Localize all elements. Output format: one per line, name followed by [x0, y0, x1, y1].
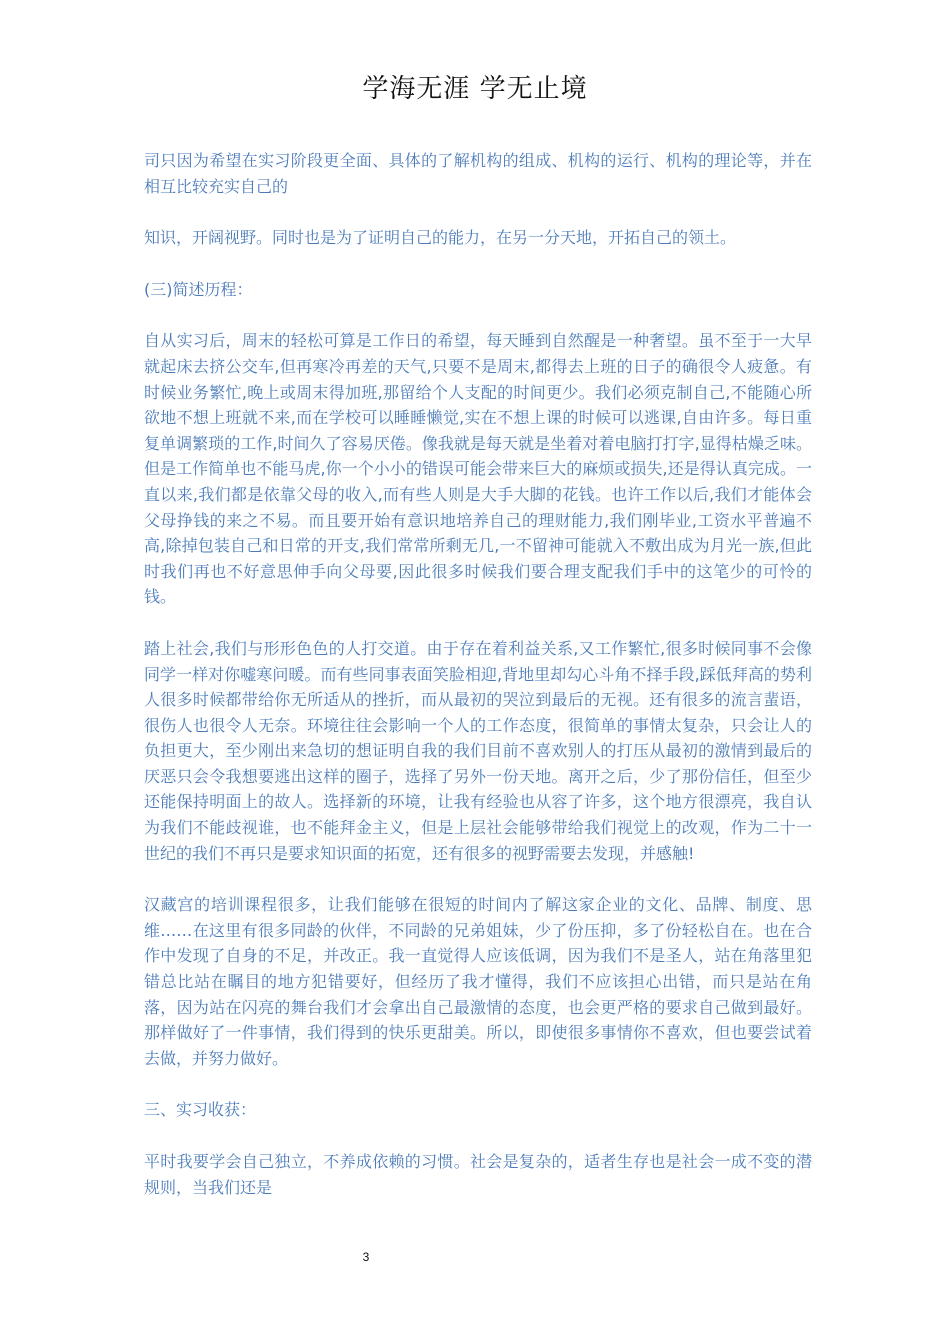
paragraph: 司只因为希望在实习阶段更全面、具体的了解机构的组成、机构的运行、机构的理论等，并在相互比较充实自己的 — [144, 151, 812, 196]
paragraph: 自从实习后，周末的轻松可算是工作日的希望，每天睡到自然醒是一种奢望。虽不至于一大早就起床去挤公交车,但再寒冷再差的天气,只要不是周末,都得去上班的日子的确很令人疲惫。有时候业务繁忙,晚上或周末得加班,那留给个人支配的时间更少。我们必须克制自己,不能随心所欲地不想上班就不来,而在学校可以睡睡懒觉,实在不想上课的时候可以逃课,自由许多。每日重复单调繁琐的工作,时间久了容易厌倦。像我就是每天就是坐着对着电脑打打字,显得枯燥乏味。但是工作简单也不能马虎,你一个小小的错误可能会带来巨大的麻烦或损失,还是得认真完成。一直以来,我们都是依靠父母的收入,而有些人则是大手大脚的花钱。也许工作以后,我们才能体会父母挣钱的来之不易。而且要开始有意识地培养自己的理财能力,我们刚毕业,工资水平普遍不高,除掉包装自己和日常的开支,我们常常所剩无几,一不留神可能就入不敷出成为月光一族,但此时我们再也不好意思伸手向父母要,因此很多时候我们要合理支配我们手中的这笔少的可怜的钱。 — [144, 331, 812, 607]
paragraph: 平时我要学会自己独立，不养成依赖的习惯。社会是复杂的，适者生存也是社会一成不变的潜规则，当我们还是 — [144, 1152, 812, 1197]
paragraph: 踏上社会,我们与形形色色的人打交道。由于存在着利益关系,又工作繁忙,很多时候同事不会像同学一样对你嘘寒问暖。而有些同事表面笑脸相迎,背地里却勾心斗角不择手段,踩低拜高的势利人很多时候都带给你无所适从的挫折，而从最初的哭泣到最后的无视。还有很多的流言蜚语，很伤人也很令人无奈。环境往往会影响一个人的工作态度，很简单的事情太复杂，只会让人的负担更大，至少刚出来急切的想证明自我的我们目前不喜欢别人的打压从最初的激情到最后的厌恶只会令我想要逃出这样的圈子，选择了另外一份天地。离开之后，少了那份信任，但至少还能保持明面上的故人。选择新的环境，让我有经验也从容了许多，这个地方很漂亮，我自认为我们不能歧视谁，也不能拜金主义，但是上层社会能够带给我们视觉上的改观，作为二十一世纪的我们不再只是要求知识面的拓宽，还有很多的视野需要去发现，并感触! — [144, 638, 812, 863]
paragraph: 汉藏宫的培训课程很多，让我们能够在很短的时间内了解这家企业的文化、品牌、制度、思维……在这里有很多同龄的伙伴，不同龄的兄弟姐妹，少了份压抑，多了份轻松自在。也在合作中发现了自身的不足，并改正。我一直觉得人应该低调，因为我们不是圣人，站在角落里犯错总比站在瞩目的地方犯错要好，但经历了我才懂得，我们不应该担心出错，而只是站在角落，因为站在闪亮的舞台我们才会拿出自己最激情的态度，也会更严格的要求自己做到最好。那样做好了一件事情，我们得到的快乐更甜美。所以，即使很多事情你不喜欢，但也要尝试着去做，并努力做好。 — [144, 895, 812, 1068]
page-header-title: 学海无涯 学无止境 — [362, 74, 588, 104]
section-heading: (三)简述历程： — [144, 279, 253, 299]
page-number: 3 — [362, 1250, 370, 1264]
paragraph: 知识，开阔视野。同时也是为了证明自己的能力，在另一分天地，开拓自己的领土。 — [144, 228, 737, 248]
document-body — [144, 148, 812, 1226]
section-heading: 三、实习收获： — [144, 1100, 257, 1120]
